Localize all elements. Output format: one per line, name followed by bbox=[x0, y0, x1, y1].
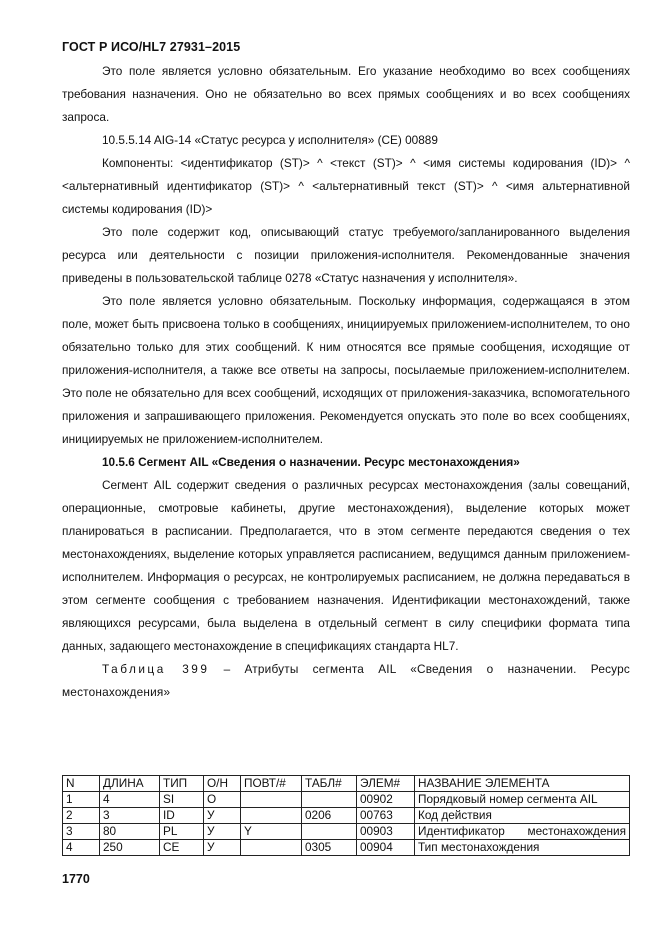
table-cell: ID bbox=[160, 808, 204, 824]
table-cell: 00763 bbox=[357, 808, 415, 824]
table-row bbox=[63, 840, 630, 856]
header-cell: N bbox=[63, 776, 100, 792]
table-cell: 0305 bbox=[302, 840, 357, 856]
paragraph: Это поле является условно обязательным. Его указание необходимо во всех сообщениях требования назначения. Оно не обязательно во всех прямых сообщениях и во всех сообщениях запроса. bbox=[62, 64, 630, 124]
table-cell bbox=[241, 792, 302, 808]
table-cell bbox=[241, 840, 302, 856]
header-cell: НАЗВАНИЕ ЭЛЕМЕНТА bbox=[415, 776, 630, 792]
table-caption-label: Таблица 399 bbox=[102, 662, 210, 676]
header-cell: ПОВТ/# bbox=[241, 776, 302, 792]
table-cell: 4 bbox=[100, 792, 160, 808]
paragraph: Это поле содержит код, описывающий статус требуемого/запланированного выделения ресурса или деятельности с позиции приложения-исполнителя. Рекомендованные значения приведены в пользовательской таблице 0278 «Статус назначения у исполнителя». bbox=[62, 225, 630, 285]
page-number: 1770 bbox=[62, 872, 90, 886]
body-text bbox=[62, 60, 630, 704]
header-cell: О/Н bbox=[204, 776, 241, 792]
table-cell: 00904 bbox=[357, 840, 415, 856]
table-cell bbox=[302, 824, 357, 840]
table-cell: У bbox=[204, 824, 241, 840]
table-cell: 0206 bbox=[302, 808, 357, 824]
table-header-row bbox=[63, 776, 630, 792]
header-cell: ТАБЛ# bbox=[302, 776, 357, 792]
table-cell: 250 bbox=[100, 840, 160, 856]
table-cell: 80 bbox=[100, 824, 160, 840]
section-heading-10-5-5-14: 10.5.5.14 AIG-14 «Статус ресурса у исполнителя» (CE) 00889 bbox=[102, 133, 438, 147]
paragraph: Сегмент AIL содержит сведения о различных ресурсах местонахождения (залы совещаний, операционные, смотровые кабинеты, другие местонахождения), выделение которых может планироваться в расписании. Предполагается, что в этом сегменте передаются сведения о тех местонахождениях, выделение которых управляется расписанием, ведущимся данным приложением-исполнителем. Информация о ресурсах, не контролируемых расписанием, не должна передаваться в этом сегменте сообщения с требованием назначения. Идентификации местонахождений, также являющихся ресурсами, была выделена в отдельный сегмент в силу специфики формата типа данных, задающего местонахождение в спецификациях стандарта HL7. bbox=[62, 478, 630, 653]
paragraph-components: Компоненты: <идентификатор (ST)> ^ <текст (ST)> ^ <имя системы кодирования (ID)> ^ <альтернативный идентификатор (ST)> ^ <альтернативный текст (ST)> ^ <имя альтернативной системы кодирования (ID)> bbox=[62, 156, 630, 216]
table-row bbox=[63, 792, 630, 808]
table-row bbox=[63, 808, 630, 824]
table-cell: 2 bbox=[63, 808, 100, 824]
table-cell: PL bbox=[160, 824, 204, 840]
table-caption bbox=[62, 658, 630, 704]
table-cell: 00902 bbox=[357, 792, 415, 808]
table-cell: 4 bbox=[63, 840, 100, 856]
table-cell: SI bbox=[160, 792, 204, 808]
table-cell bbox=[241, 808, 302, 824]
header-cell: ЭЛЕМ# bbox=[357, 776, 415, 792]
header-cell: ТИП bbox=[160, 776, 204, 792]
attributes-table bbox=[62, 775, 630, 856]
table-cell bbox=[302, 792, 357, 808]
table-cell: 3 bbox=[63, 824, 100, 840]
section-heading-10-5-6: 10.5.6 Сегмент AIL «Сведения о назначении. Ресурс местонахождения» bbox=[102, 455, 520, 469]
header-cell: ДЛИНА bbox=[100, 776, 160, 792]
table-cell: Код действия bbox=[415, 808, 630, 824]
table-cell: Y bbox=[241, 824, 302, 840]
table-row bbox=[63, 824, 630, 840]
paragraph: Это поле является условно обязательным. Поскольку информация, содержащаяся в этом поле, может быть присвоена только в сообщениях, инициируемых приложением-исполнителем, то оно обязательно только для этих сообщений. К ним относятся все прямые сообщения, исходящие от приложения-исполнителя, а также все ответы на запросы, посылаемые приложением-исполнителем. Это поле не обязательно для всех сообщений, исходящих от приложения-заказчика, вспомогательного приложения и запрашивающего приложения. Рекомендуется опускать это поле во всех сообщениях, инициируемых не приложением-исполнителем. bbox=[62, 294, 630, 446]
table-cell: У bbox=[204, 808, 241, 824]
table-cell: Тип местонахождения bbox=[415, 840, 630, 856]
table-cell: 00903 bbox=[357, 824, 415, 840]
table-cell: Порядковый номер сегмента AIL bbox=[415, 792, 630, 808]
table-cell: 3 bbox=[100, 808, 160, 824]
table-cell: У bbox=[204, 840, 241, 856]
table-cell: CE bbox=[160, 840, 204, 856]
document-header: ГОСТ Р ИСО/HL7 27931–2015 bbox=[62, 40, 241, 54]
table-cell: Идентификатор местонахождения bbox=[415, 824, 630, 840]
table-cell: 1 bbox=[63, 792, 100, 808]
table-caption-text: Атрибуты сегмента AIL «Сведения о назначении. Ресурс местонахождения» bbox=[62, 662, 631, 699]
table-cell: О bbox=[204, 792, 241, 808]
table-caption-dash: – bbox=[209, 662, 245, 676]
